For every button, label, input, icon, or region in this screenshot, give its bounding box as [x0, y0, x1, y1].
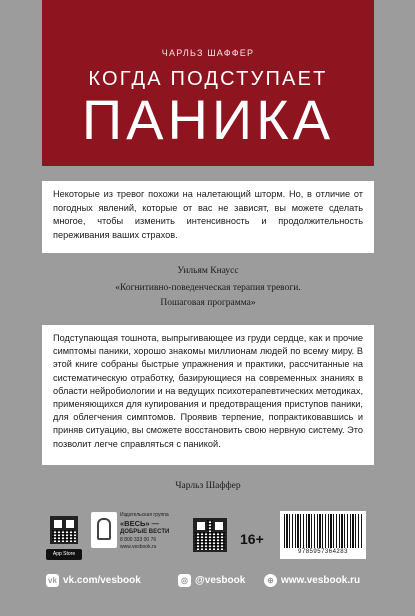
publisher-phone: 8 800 333 00 76 [120, 537, 157, 543]
qr-code-publisher [193, 518, 227, 552]
quote-text: Некоторые из тревог похожи на налетающий шторм. Но, в отличие от погодных явлений, которые от вас не зависят, вы можете сделать многое, чтобы изменить интенсивность и продолжительность переживания ваших страхов. [53, 189, 363, 240]
quote-source [42, 281, 374, 311]
isbn-barcode [280, 511, 366, 559]
quote-source-line-1: «Когнитивно-поведенческая терапия тревоги. [115, 283, 301, 293]
globe-icon: ⊕ [264, 574, 277, 587]
title-line-2: ПАНИКА [81, 88, 335, 151]
description-text: Подступающая тошнота, выпрыгивающее из груди сердце, как и прочие симптомы паники, хорошо знакомы миллионам людей по всему миру. В этой книге собраны быстрые упражнения и практики, рассчитанные на систематическую отработку, базирующиеся на современных знаниях в области нейробиологии и на ведущих психотерапевтических методиках, применяющихся для купирования и предотвращения приступов паники, для облегчения симптомов. Проявив терпение, попрактиковавшись и приняв ситуацию, вы сможете восстановить свою нервную систему. Это позволит легче справляться с паникой. [53, 333, 363, 449]
instagram-link-text: @vesbook [195, 575, 246, 587]
title-line-1: КОГДА ПОДСТУПАЕТ [88, 68, 328, 90]
publisher-slogan: ДОБРЫЕ ВЕСТИ [120, 529, 170, 535]
publisher-name: «ВЕСЬ» — [120, 519, 160, 528]
website-link-text: www.vesbook.ru [281, 575, 361, 587]
publisher-site: www.vesbook.ru [120, 544, 157, 550]
quote-author: Уильям Кнаусс [177, 266, 239, 276]
publisher-logo-shape [97, 518, 111, 540]
publisher-info [120, 512, 190, 551]
instagram-link[interactable] [178, 574, 245, 588]
isbn-number: 9785957364283 [298, 549, 348, 555]
app-store-badge: App Store [46, 549, 82, 560]
publisher-logo [91, 512, 117, 548]
signature: Чарльз Шаффер [175, 481, 241, 491]
instagram-icon: ◎ [178, 574, 191, 587]
quote-source-line-2: Пошаговая программа» [160, 298, 256, 308]
quote-box [42, 181, 374, 253]
footer [0, 565, 415, 616]
qr-code-app [50, 516, 78, 544]
website-link[interactable] [264, 574, 360, 588]
publisher-group: Издательская группа [120, 512, 169, 518]
description-box [42, 325, 374, 465]
vk-link-text: vk.com/vesbook [63, 575, 141, 587]
barcode-bars [284, 514, 362, 548]
vk-icon: vk [46, 574, 59, 587]
title-block [42, 0, 374, 166]
vk-link[interactable] [46, 574, 141, 588]
age-rating: 16+ [240, 531, 264, 547]
author-name: ЧАРЛЬЗ ШАФФЕР [161, 48, 255, 58]
